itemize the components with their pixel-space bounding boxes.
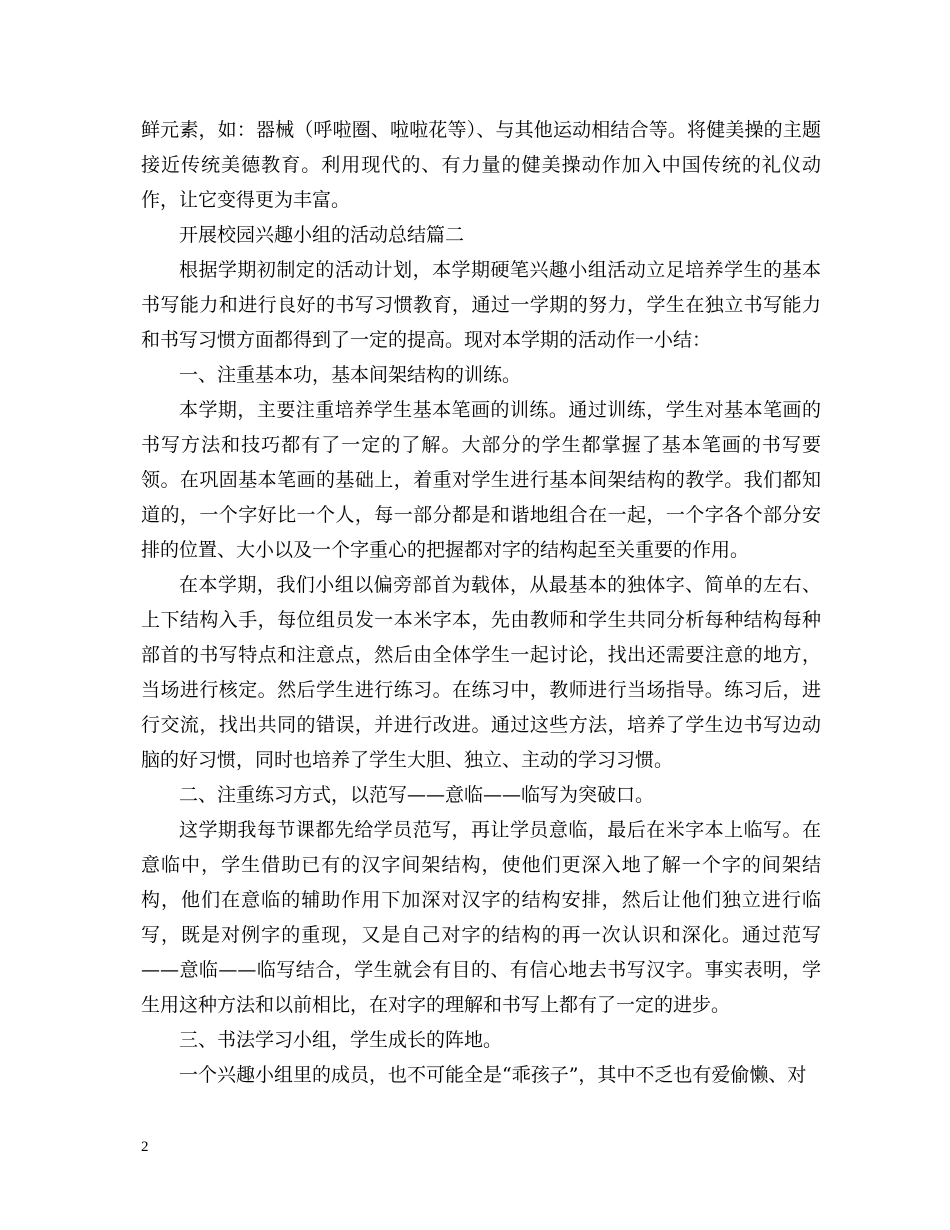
paragraph: 鲜元素，如：器械（呼啦圈、啦啦花等）、与其他运动相结合等。将健美操的主题接近传统美德教育。利用现代的、有力量的健美操动作加入中国传统的礼仪动作，让它变得更为丰富。 [141,119,821,211]
section-title: 开展校园兴趣小组的活动总结篇二 [179,224,465,246]
paragraph: 这学期我每节课都先给学员范写，再让学员意临，最后在米字本上临写。在意临中，学生借助已有的汉字间架结构，使他们更深入地了解一个字的间架结构，他们在意临的辅助作用下加深对汉字的结构安排，然后让他们独立进行临写，既是对例字的重现，又是自己对字的结构的再一次认识和深化。通过范写——意临——临写结合，学生就会有目的、有信心地去书写汉字。事实表明，学生用这种方法和以前相比，在对字的理解和书写上都有了一定的进步。 [141,819,821,1016]
paragraph: 在本学期，我们小组以偏旁部首为载体，从最基本的独体字、简单的左右、上下结构入手，每位组员发一本米字本，先由教师和学生共同分析每种结构每种部首的书写特点和注意点，然后由全体学生一起讨论，找出还需要注意的地方，当场进行核定。然后学生进行练习。在练习中，教师进行当场指导。练习后，进行交流，找出共同的错误，并进行改进。通过这些方法，培养了学生边书写边动脑的好习惯，同时也培养了学生大胆、独立、主动的学习习惯。 [141,574,821,771]
subheading: 二、注重练习方式，以范写——意临——临写为突破口。 [179,784,655,806]
paragraph: 一个兴趣小组里的成员，也不可能全是“乖孩子”，其中不乏也有爱偷懒、对 [179,1064,807,1086]
page-number: 2 [141,1139,149,1155]
paragraph: 根据学期初制定的活动计划，本学期硬笔兴趣小组活动立足培养学生的基本书写能力和进行良好的书写习惯教育，通过一学期的努力，学生在独立书写能力和书写习惯方面都得到了一定的提高。现对本学期的活动作一小结： [141,259,821,351]
body-text [141,113,821,1093]
subheading: 三、书法学习小组，学生成长的阵地。 [179,1029,503,1051]
subheading: 一、注重基本功，基本间架结构的训练。 [179,364,522,386]
paragraph: 本学期，主要注重培养学生基本笔画的训练。通过训练，学生对基本笔画的书写方法和技巧都有了一定的了解。大部分的学生都掌握了基本笔画的书写要领。在巩固基本笔画的基础上，着重对学生进行基本间架结构的教学。我们都知道的，一个字好比一个人，每一部分都是和谐地组合在一起，一个字各个部分安排的位置、大小以及一个字重心的把握都对字的结构起至关重要的作用。 [141,399,821,561]
